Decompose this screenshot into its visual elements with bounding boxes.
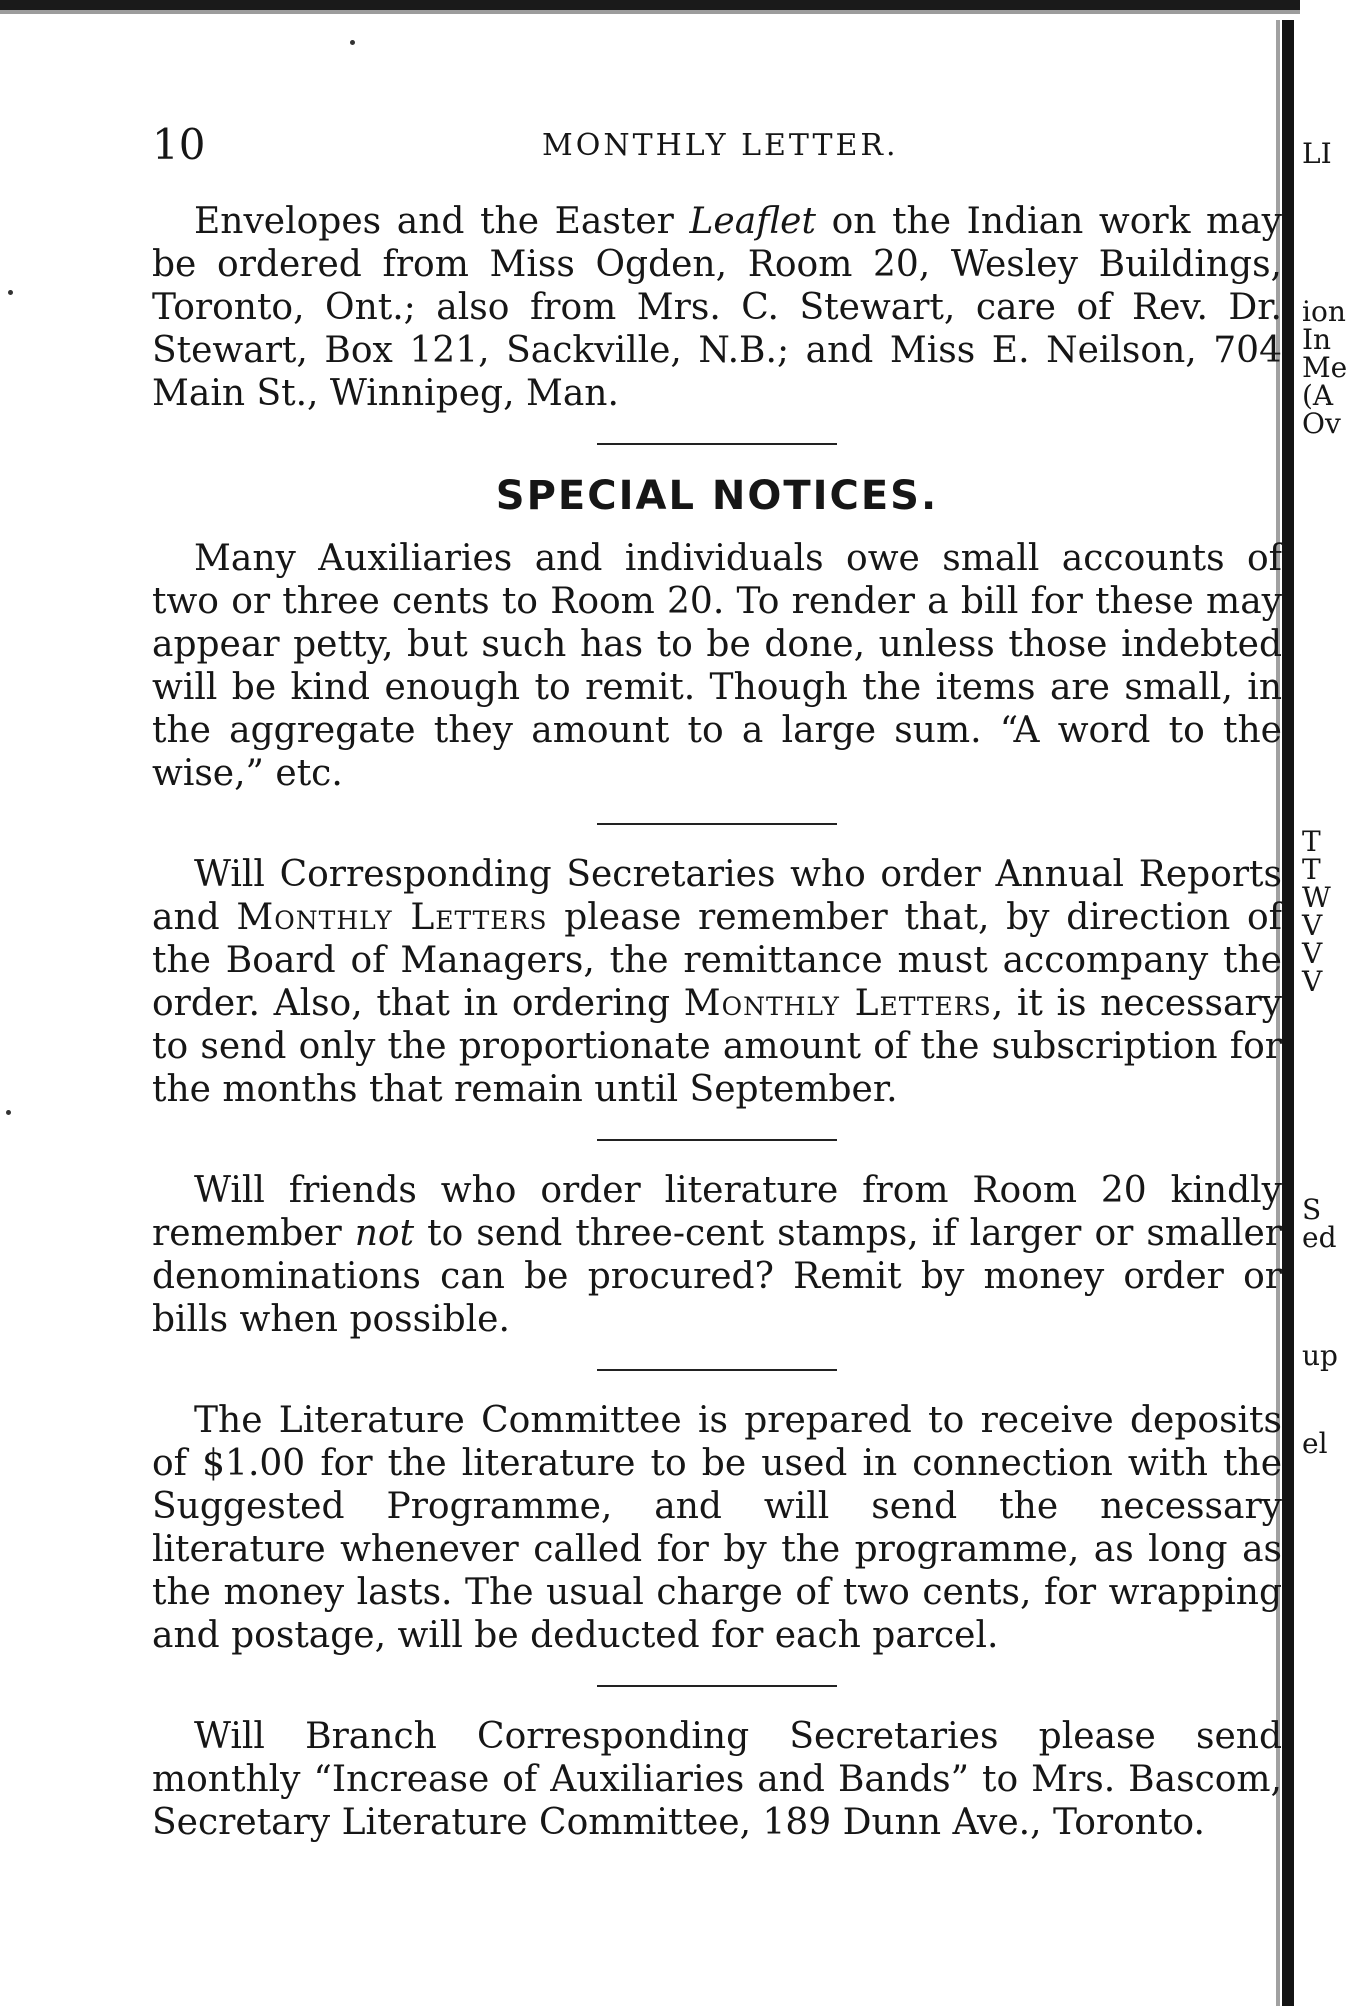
- text-run: Will Corresponding Secretaries who order Annual Reports and: [152, 854, 1282, 938]
- text-run: , it is necessary to send only the proportionate amount of the subscription for the months that remain until September.: [152, 983, 1283, 1110]
- leaflet-italic: Leaflet: [689, 201, 816, 242]
- fragment: (A: [1302, 379, 1334, 412]
- facing-page-fragments: [1302, 137, 1352, 1460]
- fragment: T: [1302, 825, 1321, 858]
- envelopes-paragraph: [152, 200, 1282, 415]
- running-head: MONTHLY LETTER.: [542, 128, 899, 163]
- fragment: ed: [1302, 1221, 1337, 1254]
- scan-speck: [8, 290, 13, 295]
- special-notices-heading: SPECIAL NOTICES.: [495, 473, 939, 519]
- fragment: V: [1302, 965, 1323, 998]
- text-run: Envelopes and the Easter: [194, 201, 690, 242]
- scan-speck: [350, 40, 355, 45]
- fragment: V: [1302, 909, 1323, 942]
- text-run: please remember that, by direction of the Board of Managers, the remittance must accompany the order. Also, that in ordering: [152, 897, 1282, 1024]
- fragment: up: [1302, 1339, 1338, 1372]
- monthly-letters-small-caps: Monthly Letters: [236, 897, 548, 938]
- notice-rule: [597, 1369, 837, 1371]
- notice-branch-secretaries: Will Branch Corresponding Secretaries please send monthly “Increase of Auxiliaries and Bands” to Mrs. Bascom, Secretary Literature Committee, 189 Dunn Ave., Toronto.: [152, 1716, 1282, 1843]
- fragment: LI: [1302, 137, 1332, 170]
- text-run: on the Indian work may be ordered from Miss Ogden, Room 20, Wesley Buildings, Toronto, Ont.; also from Mrs. C. Stewart, care of Rev. Dr. Stewart, Box 121, Sackville, N.B.; and Miss E. Neilson, 704 Main St., Winnipeg, Man.: [152, 201, 1282, 414]
- notice-corresponding-secretaries: [152, 853, 1282, 1111]
- fragment: el: [1302, 1427, 1328, 1460]
- notice-rule: [597, 823, 837, 825]
- page-number: 10: [152, 120, 206, 169]
- fragment: ion: [1302, 295, 1346, 328]
- notice-stamps: [152, 1169, 1282, 1341]
- fragment: W: [1302, 881, 1331, 914]
- not-italic: not: [354, 1213, 415, 1254]
- scan-speck: [6, 1110, 11, 1115]
- fragment: T: [1302, 853, 1321, 886]
- text-run: to send three-cent stamps, if larger or smaller denominations can be procured? Remit by money order or bills when possible.: [152, 1213, 1282, 1340]
- page-body: [152, 200, 1282, 1844]
- page-header: [152, 120, 1282, 180]
- fragment: V: [1302, 937, 1323, 970]
- scan-top-shadow: [0, 10, 1300, 14]
- fragment: In: [1302, 323, 1332, 356]
- scan-top-border: [0, 0, 1300, 10]
- text-run: Will friends who order literature from Room 20 kindly remember: [152, 1170, 1282, 1254]
- fragment: S: [1302, 1193, 1322, 1226]
- fragment: Ov: [1302, 407, 1341, 440]
- section-rule: [597, 443, 837, 445]
- notice-rule: [597, 1685, 837, 1687]
- notice-accounts: Many Auxiliaries and individuals owe small accounts of two or three cents to Room 20. To render a bill for these may appear petty, but such has to be done, unless those indebted will be kind enough to remit. Though the items are small, in the aggregate they amount to a large sum. “A word to the wise,” etc.: [152, 538, 1282, 794]
- monthly-letters-small-caps: Monthly Letters: [683, 983, 992, 1024]
- notice-rule: [597, 1139, 837, 1141]
- fragment: Me: [1302, 351, 1348, 384]
- notice-literature-committee: The Literature Committee is prepared to receive deposits of $1.00 for the literature to be used in connection with the Suggested Programme, and will send the necessary literature whenever called for by the programme, as long as the money lasts. The usual charge of two cents, for wrapping and postage, will be deducted for each parcel.: [152, 1400, 1282, 1656]
- book-spine: [1282, 20, 1294, 2006]
